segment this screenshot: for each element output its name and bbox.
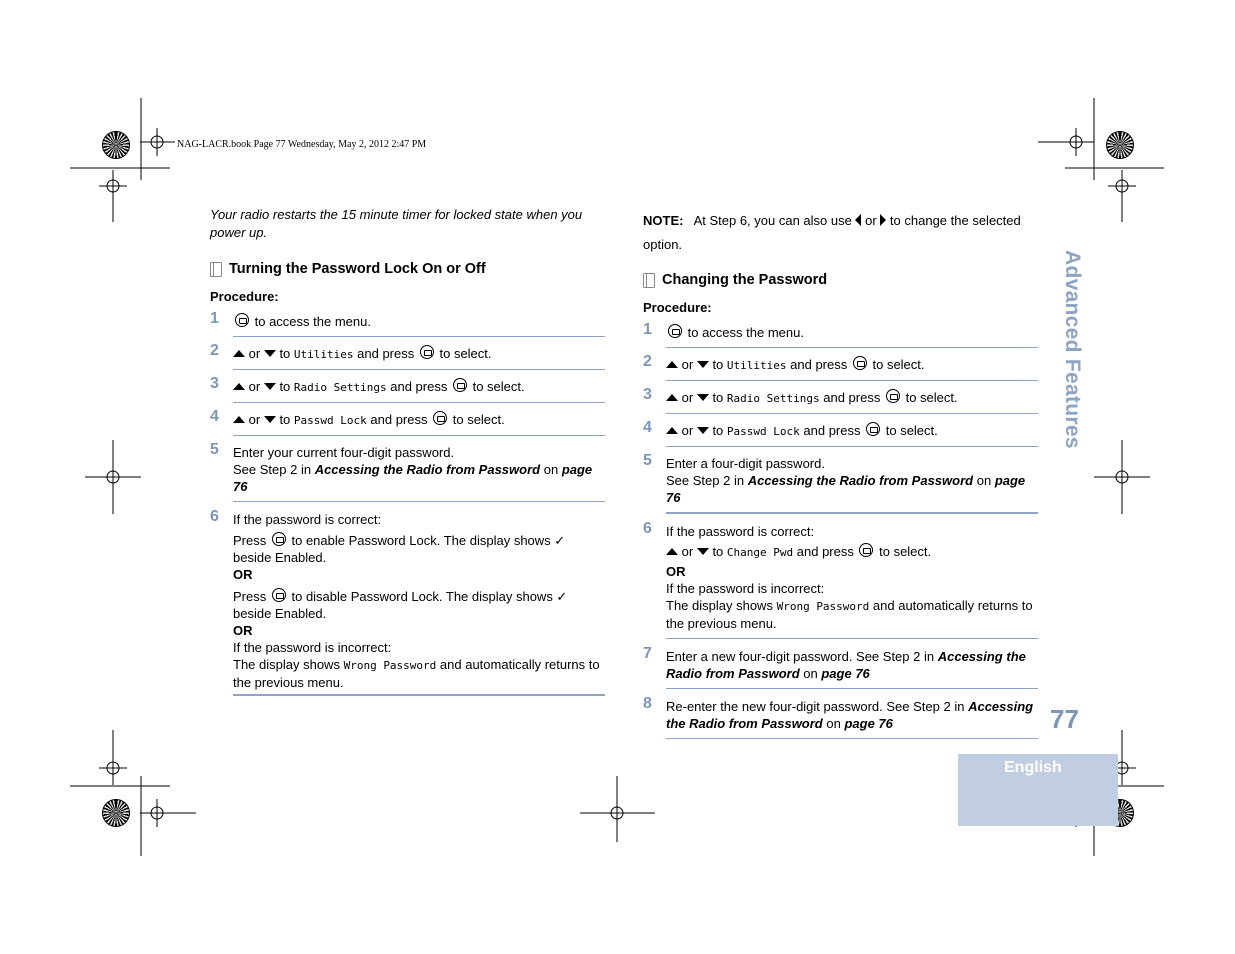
menu-ok-button-icon	[235, 313, 249, 327]
step-number: 1	[643, 321, 652, 338]
step-number: 4	[210, 408, 219, 425]
menu-ok-button-icon	[272, 532, 286, 546]
step	[210, 408, 605, 436]
up-arrow-icon	[666, 427, 678, 434]
section-title	[210, 261, 486, 277]
book-header: NAG-LACR.book Page 77 Wednesday, May 2, 2012 2:47 PM	[177, 139, 427, 150]
menu-ok-button-icon	[859, 543, 873, 557]
step-text: Enter a four-digit password.	[666, 456, 825, 471]
see-text: See Step 2 in	[233, 462, 312, 477]
press-text: and press	[823, 390, 881, 405]
cross-reference-link[interactable]: Accessing the Radio from Password	[666, 699, 1034, 731]
up-arrow-icon	[666, 361, 678, 368]
step	[210, 441, 605, 502]
or-label: OR	[233, 567, 253, 582]
page-number: 77	[1050, 704, 1079, 734]
step	[643, 695, 1038, 739]
step-number: 5	[643, 452, 652, 469]
select-text: to select.	[905, 390, 958, 405]
note-block	[643, 209, 1033, 257]
step	[643, 452, 1038, 514]
display-text: Radio Settings	[726, 392, 820, 405]
book-icon	[643, 273, 655, 288]
note-text-end: to change the selected option.	[643, 213, 1021, 252]
select-text: to select.	[885, 423, 938, 438]
page-reference-link[interactable]: page 76	[233, 462, 593, 494]
step-list	[210, 310, 605, 696]
step	[210, 375, 605, 403]
step-number: 5	[210, 441, 219, 458]
step-text: If the password is correct:	[666, 524, 815, 539]
down-arrow-icon	[697, 548, 709, 555]
or-text: or	[248, 412, 261, 427]
step-text: If the password is correct:	[233, 512, 382, 527]
to-text: to	[712, 544, 724, 559]
step	[643, 419, 1038, 447]
display-text: Radio Settings	[293, 381, 387, 394]
menu-ok-button-icon	[420, 345, 434, 359]
menu-ok-button-icon	[453, 378, 467, 392]
up-arrow-icon	[233, 416, 245, 423]
procedure-label: Procedure:	[210, 289, 279, 304]
step-number: 3	[643, 386, 652, 403]
note-label: NOTE:	[643, 213, 684, 228]
to-text: to	[279, 379, 291, 394]
up-arrow-icon	[666, 548, 678, 555]
step	[210, 310, 605, 337]
section-title	[643, 272, 827, 288]
select-text: to select.	[439, 346, 492, 361]
down-arrow-icon	[264, 383, 276, 390]
auto-text: and automatically returns to the previous menu.	[666, 598, 1033, 631]
select-text: to select.	[872, 357, 925, 372]
press-text: and press	[357, 346, 415, 361]
page-reference-link[interactable]: page 76	[821, 666, 870, 681]
press-text: Press	[233, 533, 267, 548]
or-label: OR	[666, 564, 686, 579]
display-text: Utilities	[726, 359, 787, 372]
to-text: to	[712, 357, 724, 372]
step-number: 6	[643, 520, 652, 537]
menu-ok-button-icon	[853, 356, 867, 370]
chapter-side-tab	[1058, 250, 1084, 460]
step	[643, 520, 1038, 639]
press-text: Press	[233, 589, 267, 604]
or-text: or	[248, 379, 261, 394]
on-text: on	[826, 716, 841, 731]
display-text: Passwd Lock	[293, 414, 367, 427]
shows-text: The display shows	[233, 657, 340, 672]
press-text: and press	[803, 423, 861, 438]
step-number: 8	[643, 695, 652, 712]
shows-text: The display shows	[666, 598, 773, 613]
display-text: Passwd Lock	[726, 425, 800, 438]
select-text: to select.	[452, 412, 505, 427]
procedure-label: Procedure:	[643, 300, 712, 315]
or-text: or	[681, 390, 694, 405]
on-text: on	[976, 473, 992, 488]
to-text: to	[279, 412, 291, 427]
page-reference-link[interactable]: page 76	[844, 716, 893, 731]
step	[643, 321, 1038, 348]
step-text: Enter your current four-digit password.	[233, 445, 455, 460]
step-text: to access the menu.	[687, 325, 804, 340]
down-arrow-icon	[697, 394, 709, 401]
or-text: or	[681, 357, 694, 372]
cross-reference-link[interactable]: Accessing the Radio from Password	[747, 473, 974, 488]
language-tab	[958, 754, 1118, 826]
book-icon	[210, 262, 222, 277]
up-arrow-icon	[233, 383, 245, 390]
to-text: to	[712, 423, 724, 438]
step-number: 4	[643, 419, 652, 436]
menu-ok-button-icon	[433, 411, 447, 425]
display-text: Wrong Password	[776, 600, 870, 613]
intro-text: Your radio restarts the 15 minute timer for locked state when you power up.	[210, 207, 583, 240]
or-text: or	[681, 544, 694, 559]
down-arrow-icon	[697, 427, 709, 434]
menu-ok-button-icon	[886, 389, 900, 403]
step-number: 7	[643, 645, 652, 662]
display-text: Utilities	[293, 348, 354, 361]
on-text: on	[803, 666, 818, 681]
on-text: on	[543, 462, 559, 477]
right-arrow-icon	[880, 214, 886, 226]
cross-reference-link[interactable]: Accessing the Radio from Password	[314, 462, 541, 477]
chapter-side-tab-label: Advanced Features	[1061, 250, 1084, 449]
step-number: 2	[210, 342, 219, 359]
press-text: and press	[370, 412, 428, 427]
step	[643, 645, 1038, 689]
enable-text: to enable Password Lock. The display shows ✓ beside Enabled.	[233, 533, 566, 565]
incorrect-text: If the password is incorrect:	[666, 581, 825, 596]
section-title-text: Turning the Password Lock On or Off	[229, 261, 486, 277]
language-label: English	[1004, 759, 1062, 776]
incorrect-text: If the password is incorrect:	[233, 640, 392, 655]
page-reference-link[interactable]: page 76	[666, 473, 1026, 505]
cross-reference-link[interactable]: Accessing the Radio from Password	[666, 649, 1026, 681]
step-number: 1	[210, 310, 219, 327]
down-arrow-icon	[697, 361, 709, 368]
select-text: to select.	[472, 379, 525, 394]
press-text: and press	[790, 357, 848, 372]
display-text: Change Pwd	[726, 546, 794, 559]
up-arrow-icon	[666, 394, 678, 401]
step	[210, 342, 605, 370]
step-number: 2	[643, 353, 652, 370]
press-text: and press	[796, 544, 854, 559]
see-text: See Step 2 in	[666, 473, 745, 488]
auto-text: and automatically returns to the previous menu.	[233, 657, 600, 690]
menu-ok-button-icon	[668, 324, 682, 338]
step-number: 6	[210, 508, 219, 525]
disable-text: to disable Password Lock. The display shows ✓ beside Enabled.	[233, 589, 568, 621]
step-text: Re-enter the new four-digit password. See Step 2 in	[666, 699, 965, 714]
step-text: to access the menu.	[254, 314, 371, 329]
or-text: or	[865, 213, 877, 228]
left-arrow-icon	[855, 214, 861, 226]
menu-ok-button-icon	[866, 422, 880, 436]
display-text: Wrong Password	[343, 659, 437, 672]
step-text: Enter a new four-digit password. See Step 2 in	[666, 649, 935, 664]
down-arrow-icon	[264, 350, 276, 357]
step	[210, 508, 605, 696]
up-arrow-icon	[233, 350, 245, 357]
step-number: 3	[210, 375, 219, 392]
step	[643, 386, 1038, 414]
note-text: At Step 6, you can also use	[693, 213, 852, 228]
to-text: to	[712, 390, 724, 405]
select-text: to select.	[879, 544, 932, 559]
step-list	[643, 321, 1038, 739]
or-text: or	[681, 423, 694, 438]
or-label: OR	[233, 623, 253, 638]
section-title-text: Changing the Password	[662, 272, 828, 288]
or-text: or	[248, 346, 261, 361]
to-text: to	[279, 346, 291, 361]
menu-ok-button-icon	[272, 588, 286, 602]
press-text: and press	[390, 379, 448, 394]
step	[643, 353, 1038, 381]
down-arrow-icon	[264, 416, 276, 423]
